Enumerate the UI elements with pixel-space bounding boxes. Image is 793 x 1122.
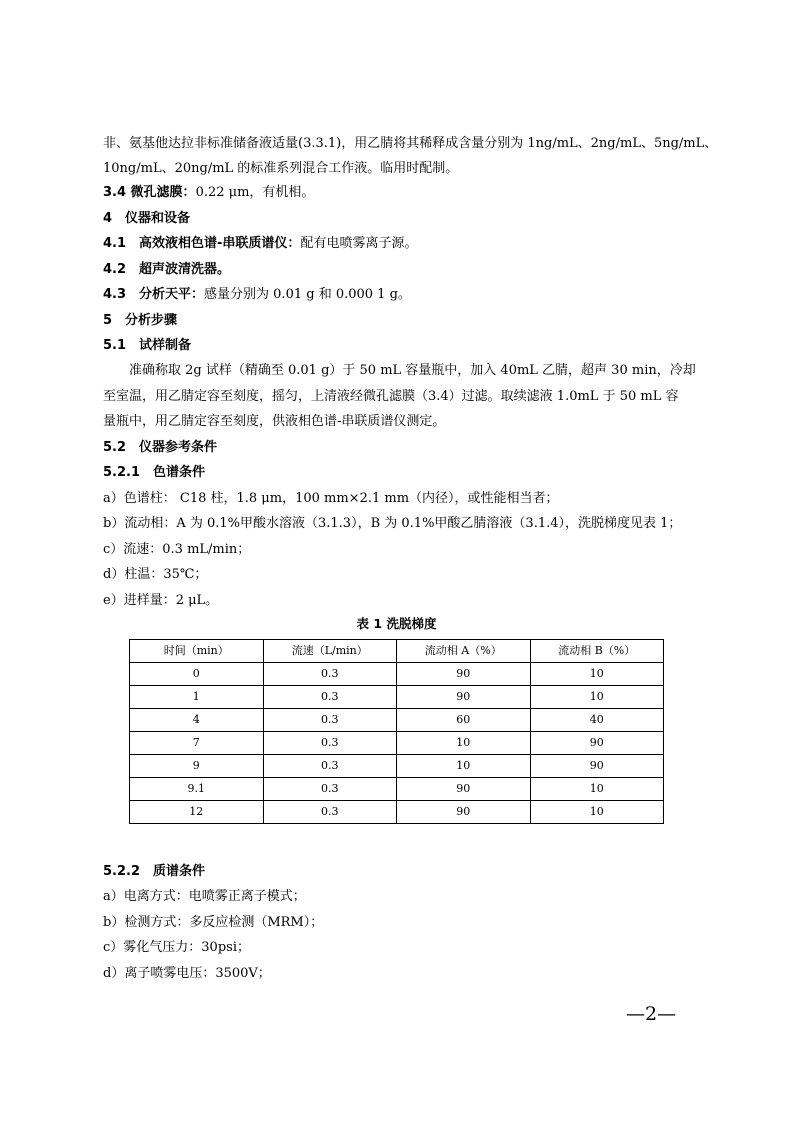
- section-heading: 4.1 高效液相色谱-串联质谱仪：: [103, 236, 301, 251]
- table-row: [130, 732, 664, 755]
- list-item: a）电离方式：电喷雾正离子模式；: [103, 889, 306, 904]
- section-text: 配有电喷雾离子源。: [300, 236, 418, 251]
- table-header-cell: 流动相 B（%）: [530, 640, 664, 663]
- table-header-cell: 时间（min）: [130, 640, 264, 663]
- table-cell: 90: [397, 778, 531, 801]
- table-cell: 10: [530, 778, 664, 801]
- table-row: [130, 778, 664, 801]
- table-cell: 0.3: [263, 686, 397, 709]
- table-header-cell: 流速（L/min）: [263, 640, 397, 663]
- table-header-row: [130, 640, 664, 663]
- table-row: [130, 709, 664, 732]
- table-header-cell: 流动相 A（%）: [397, 640, 531, 663]
- paragraph-line: 量瓶中，用乙腈定容至刻度，供液相色谱-串联质谱仪测定。: [103, 414, 446, 429]
- section-3-4: [103, 184, 314, 202]
- list-item: c）流速：0.3 mL/min；: [103, 542, 251, 557]
- section-4-1: [103, 235, 417, 253]
- table-cell: 1: [130, 686, 264, 709]
- list-item: a）色谱柱： C18 柱，1.8 μm，100 mm×2.1 mm（内径），或性能相当者；: [103, 491, 559, 506]
- table-cell: 0.3: [263, 709, 397, 732]
- table-row: [130, 686, 664, 709]
- section-heading-5-2-1: 5.2.1 色谱条件: [103, 465, 206, 480]
- section-heading-4: 4 仪器和设备: [103, 211, 191, 226]
- paragraph-line: 非、氨基他达拉非标准储备液适量(3.3.1)，用乙腈将其稀释成含量分别为 1ng/mL、2ng/mL、5ng/mL、: [103, 136, 718, 151]
- table-cell: 90: [397, 801, 531, 824]
- table-cell: 10: [530, 663, 664, 686]
- list-item: e）进样量：2 μL。: [103, 593, 219, 608]
- table-cell: 4: [130, 709, 264, 732]
- table-cell: 60: [397, 709, 531, 732]
- table-cell: 10: [397, 755, 531, 778]
- list-item: d）离子喷雾电压：3500V；: [103, 966, 271, 981]
- table-cell: 0.3: [263, 732, 397, 755]
- section-text: 0.22 μm，有机相。: [195, 185, 315, 200]
- table-cell: 90: [397, 663, 531, 686]
- table-cell: 0.3: [263, 663, 397, 686]
- table-cell: 9.1: [130, 778, 264, 801]
- table-row: [130, 801, 664, 824]
- table-cell: 90: [530, 732, 664, 755]
- table-cell: 40: [530, 709, 664, 732]
- table-cell: 10: [530, 801, 664, 824]
- elution-gradient-table: [129, 639, 664, 824]
- page-number: —2—: [626, 1003, 677, 1025]
- paragraph-line: 10ng/mL、20ng/mL 的标准系列混合工作液。临用时配制。: [103, 161, 459, 176]
- table-cell: 7: [130, 732, 264, 755]
- table-cell: 9: [130, 755, 264, 778]
- paragraph-line: 至室温，用乙腈定容至刻度，摇匀，上清液经微孔滤膜（3.4）过滤。取续滤液 1.0mL 于 50 mL 容: [103, 389, 679, 404]
- table-cell: 12: [130, 801, 264, 824]
- list-item: d）柱温：35℃；: [103, 567, 208, 582]
- section-heading-5-2: 5.2 仪器参考条件: [103, 440, 218, 455]
- section-heading-4-2: 4.2 超声波清洗器。: [103, 262, 231, 277]
- table-cell: 90: [530, 755, 664, 778]
- table-cell: 10: [397, 732, 531, 755]
- table-cell: 0.3: [263, 778, 397, 801]
- section-text: 感量分别为 0.01 g 和 0.000 1 g。: [204, 287, 411, 302]
- paragraph-line: 准确称取 2g 试样（精确至 0.01 g）于 50 mL 容量瓶中，加入 40mL 乙腈，超声 30 min，冷却: [129, 363, 696, 378]
- list-item: b）检测方式：多反应检测（MRM）；: [103, 915, 324, 930]
- section-4-3: [103, 286, 411, 304]
- table-caption: 表 1 洗脱梯度: [356, 616, 437, 631]
- table-cell: 90: [397, 686, 531, 709]
- list-item: b）流动相：A 为 0.1%甲酸水溶液（3.1.3），B 为 0.1%甲酸乙腈溶液（3.1.4），洗脱梯度见表 1；: [103, 516, 682, 531]
- table-row: [130, 755, 664, 778]
- table-cell: 0.3: [263, 755, 397, 778]
- section-heading: 3.4 微孔滤膜：: [103, 185, 196, 200]
- table-cell: 10: [530, 686, 664, 709]
- section-heading-5-1: 5.1 试样制备: [103, 338, 192, 353]
- table-row: [130, 663, 664, 686]
- table-cell: 0.3: [263, 801, 397, 824]
- section-heading: 4.3 分析天平：: [103, 287, 205, 302]
- list-item: c）雾化气压力：30psi；: [103, 940, 250, 955]
- section-heading-5-2-2: 5.2.2 质谱条件: [103, 864, 206, 879]
- table-cell: 0: [130, 663, 264, 686]
- section-heading-5: 5 分析步骤: [103, 313, 178, 328]
